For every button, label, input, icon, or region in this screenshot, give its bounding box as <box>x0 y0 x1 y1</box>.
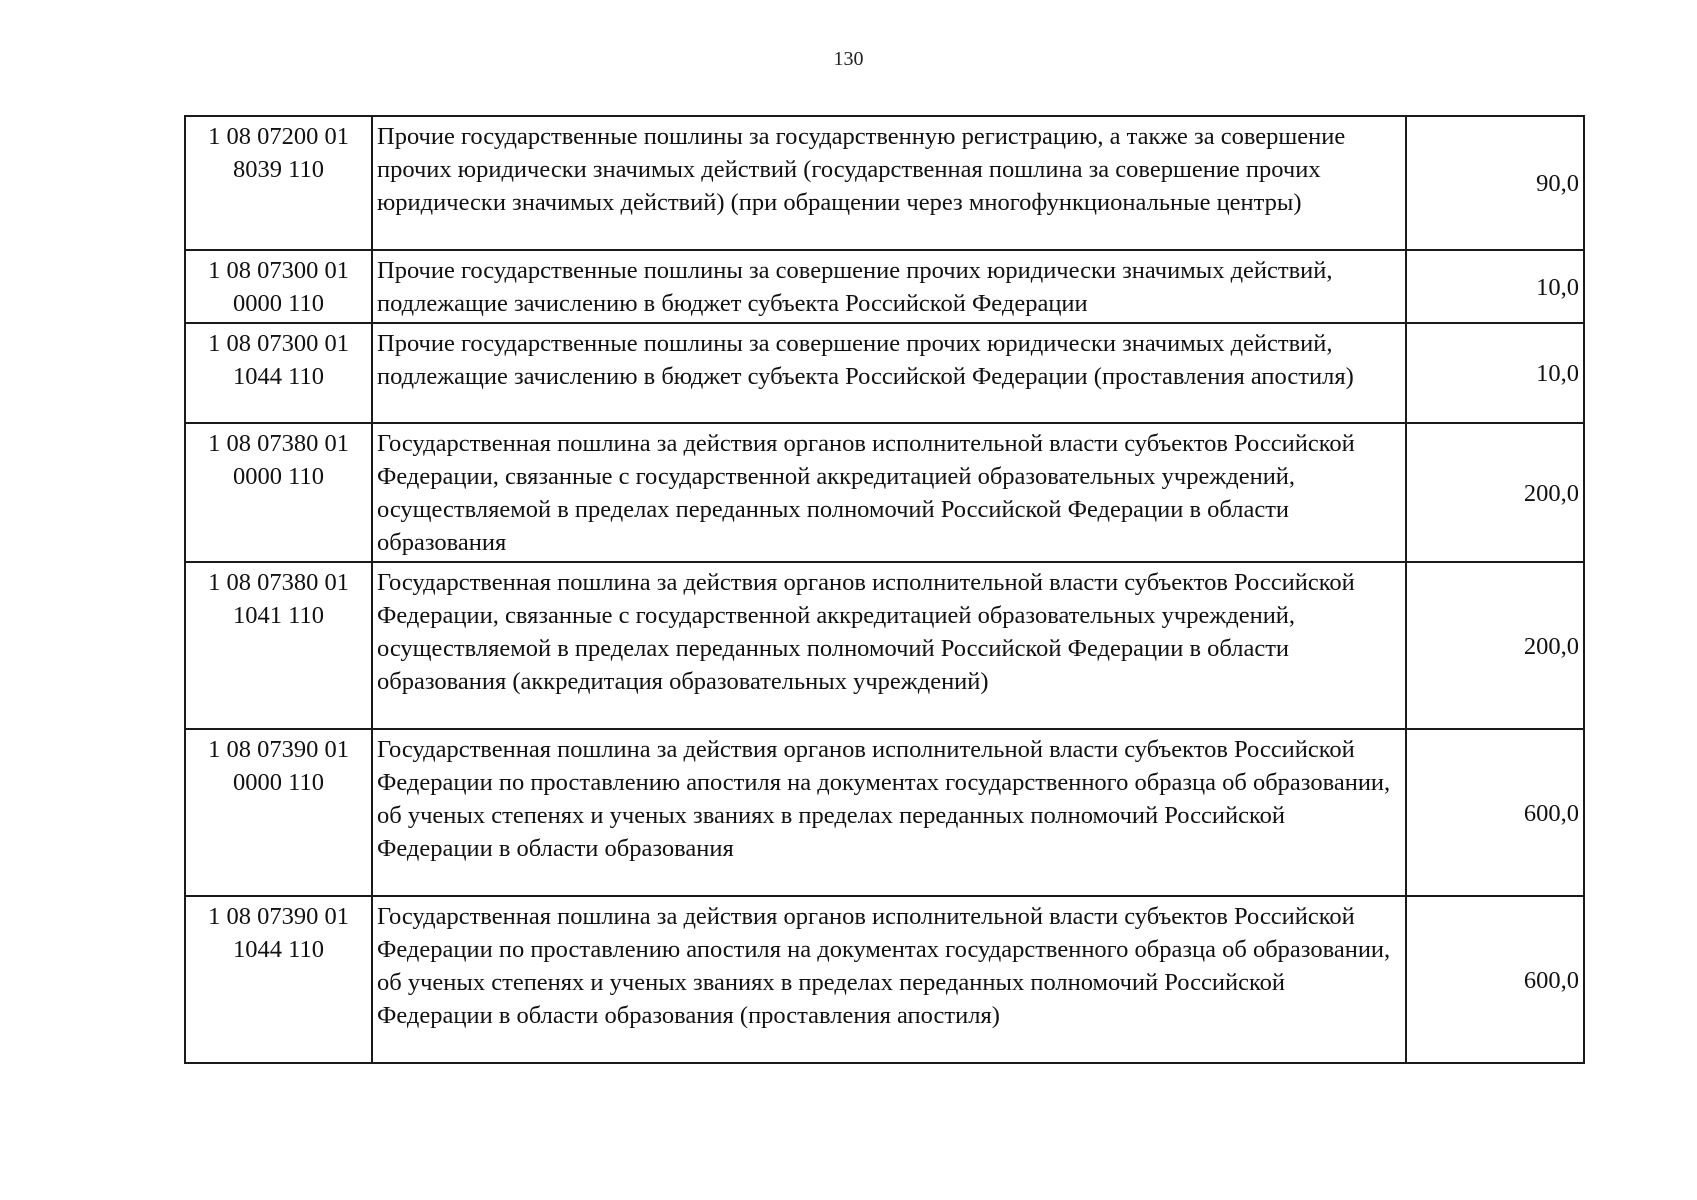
budget-code-cell <box>185 896 372 1063</box>
budget-code-cell <box>185 323 372 423</box>
amount-cell: 600,0 <box>1406 729 1584 896</box>
budget-code-line: 8039 110 <box>233 156 324 183</box>
amount-cell: 200,0 <box>1406 423 1584 562</box>
budget-code-line: 1 08 07390 01 <box>208 736 349 763</box>
description-cell: Государственная пошлина за действия органов исполнительной власти субъектов Российской Федерации по проставлению апостиля на документах государственного образца об образовании, об ученых степенях и ученых званиях в пределах переданных полномочий Российской Федерации в области образования (проставления апостиля) <box>372 896 1406 1063</box>
budget-code-line: 0000 110 <box>233 290 324 317</box>
budget-code-cell <box>185 116 372 250</box>
budget-code-line: 1 08 07380 01 <box>208 430 349 457</box>
description-cell: Государственная пошлина за действия органов исполнительной власти субъектов Российской Федерации, связанные с государственной аккредитацией образовательных учреждений, осуществляемой в пределах переданных полномочий Российской Федерации в области образования (аккредитация образовательных учреждений) <box>372 562 1406 729</box>
table-row <box>185 116 1584 250</box>
description-cell: Прочие государственные пошлины за совершение прочих юридически значимых действий, подлежащие зачислению в бюджет субъекта Российской Федерации <box>372 250 1406 323</box>
description-cell: Государственная пошлина за действия органов исполнительной власти субъектов Российской Федерации, связанные с государственной аккредитацией образовательных учреждений, осуществляемой в пределах переданных полномочий Российской Федерации в области образования <box>372 423 1406 562</box>
revenue-table <box>184 115 1585 1064</box>
budget-code-line: 1 08 07200 01 <box>208 123 349 150</box>
budget-code-cell <box>185 729 372 896</box>
amount-cell: 10,0 <box>1406 250 1584 323</box>
table-row <box>185 729 1584 896</box>
budget-code-cell <box>185 423 372 562</box>
budget-code-cell <box>185 562 372 729</box>
budget-code-line: 0000 110 <box>233 463 324 490</box>
budget-code-line: 1 08 07300 01 <box>208 330 349 357</box>
amount-cell: 600,0 <box>1406 896 1584 1063</box>
budget-code-line: 1044 110 <box>233 936 324 963</box>
amount-cell: 90,0 <box>1406 116 1584 250</box>
description-cell: Прочие государственные пошлины за совершение прочих юридически значимых действий, подлежащие зачислению в бюджет субъекта Российской Федерации (проставления апостиля) <box>372 323 1406 423</box>
budget-code-line: 0000 110 <box>233 769 324 796</box>
budget-code-line: 1041 110 <box>233 602 324 629</box>
budget-code-cell <box>185 250 372 323</box>
budget-code-line: 1 08 07300 01 <box>208 257 349 284</box>
table-row <box>185 323 1584 423</box>
table-row <box>185 896 1584 1063</box>
description-cell: Прочие государственные пошлины за государственную регистрацию, а также за совершение прочих юридически значимых действий (государственная пошлина за совершение прочих юридически значимых действий) (при обращении через многофункциональные центры) <box>372 116 1406 250</box>
description-cell: Государственная пошлина за действия органов исполнительной власти субъектов Российской Федерации по проставлению апостиля на документах государственного образца об образовании, об ученых степенях и ученых званиях в пределах переданных полномочий Российской Федерации в области образования <box>372 729 1406 896</box>
table-row <box>185 423 1584 562</box>
budget-code-line: 1044 110 <box>233 363 324 390</box>
table-row <box>185 562 1584 729</box>
page-number: 130 <box>833 48 864 70</box>
amount-cell: 200,0 <box>1406 562 1584 729</box>
budget-code-line: 1 08 07380 01 <box>208 569 349 596</box>
budget-code-line: 1 08 07390 01 <box>208 903 349 930</box>
table-row <box>185 250 1584 323</box>
amount-cell: 10,0 <box>1406 323 1584 423</box>
